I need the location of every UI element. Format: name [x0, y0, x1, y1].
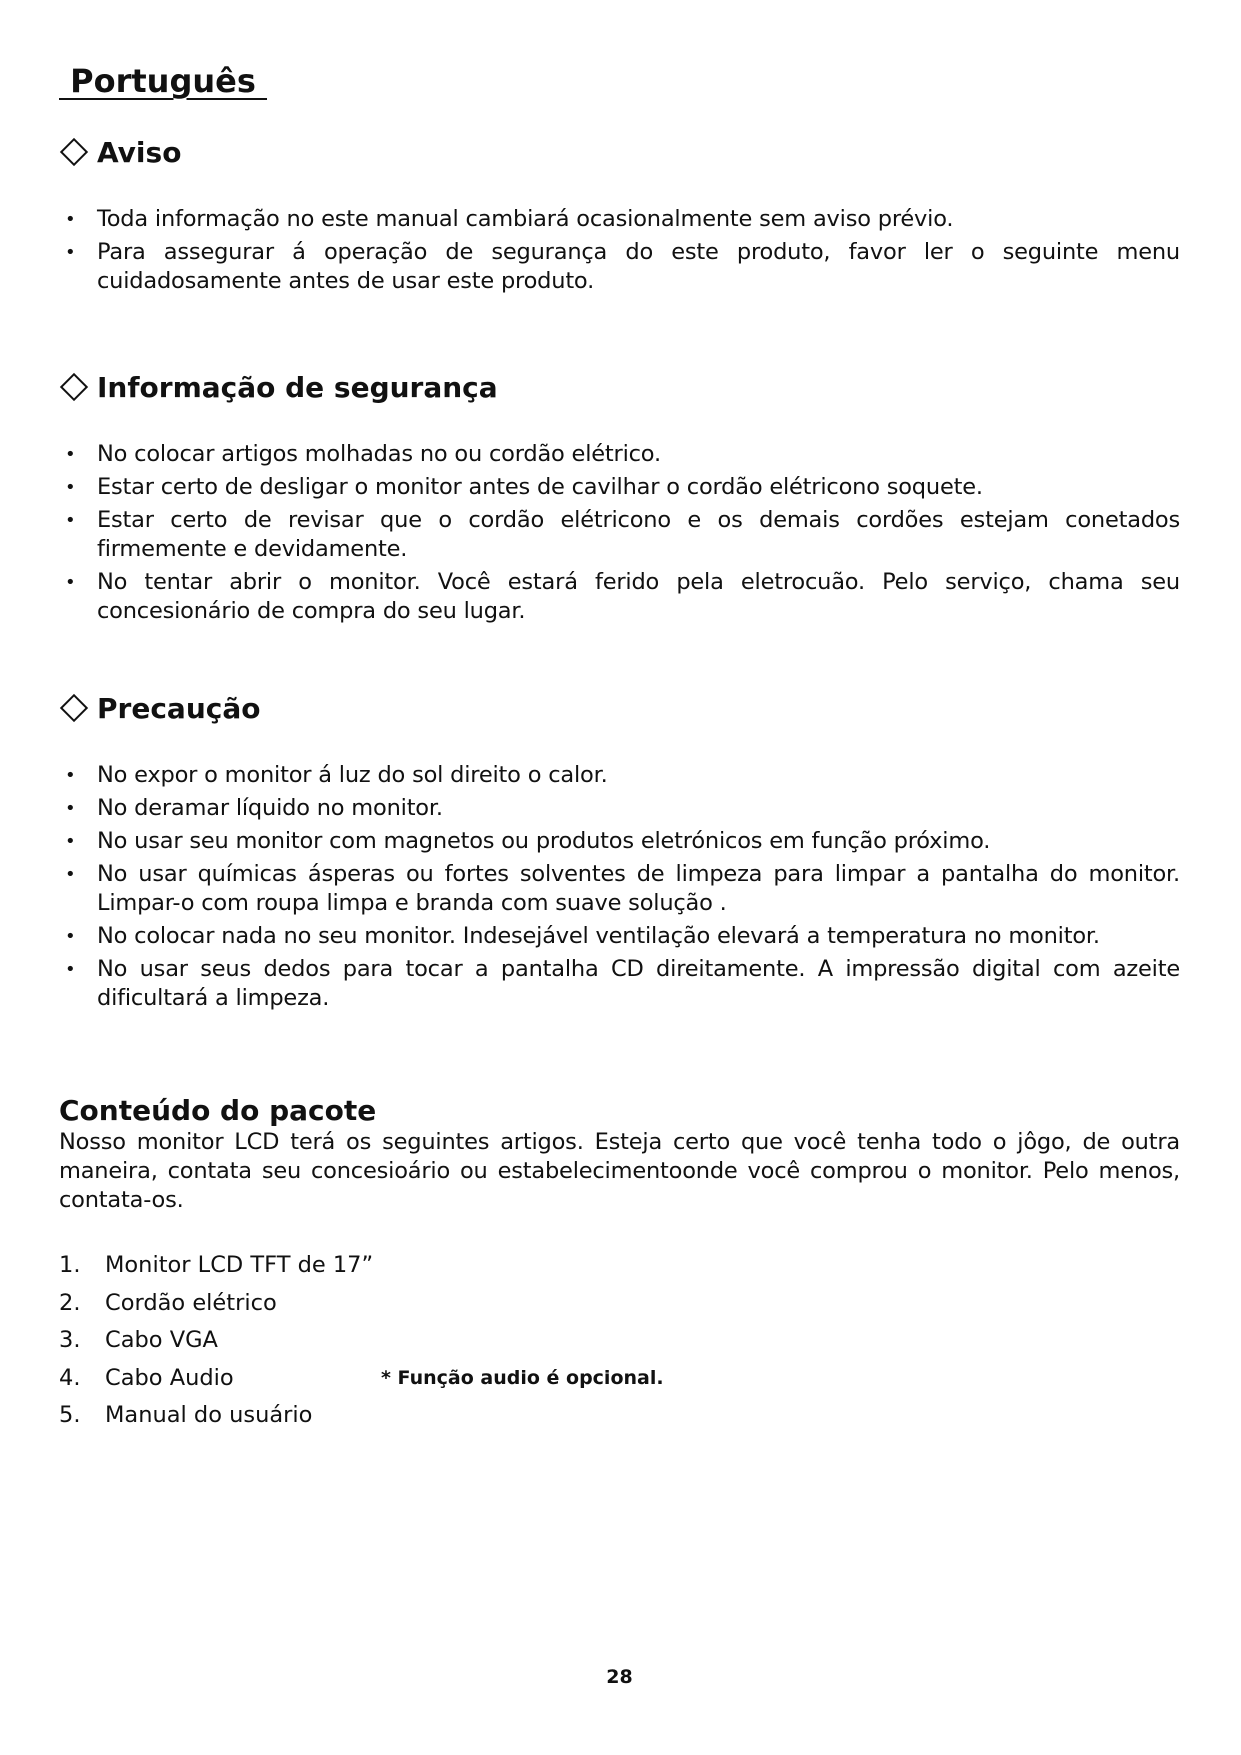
- bullet-icon: •: [65, 444, 76, 465]
- section-heading-text: Precaução: [97, 691, 261, 725]
- list-item-text: No tentar abrir o monitor. Você estará ferido pela eletrocuão. Pelo serviço, chama seu concesionário de compra do seu lugar.: [97, 569, 1180, 624]
- bullet-icon: •: [65, 864, 76, 885]
- section-caution: [59, 688, 1180, 1017]
- list-item-text: Estar certo de desligar o monitor antes de cavilhar o cordão elétricono soquete.: [97, 474, 983, 500]
- list-item-text: No usar seus dedos para tocar a pantalha CD direitamente. A impressão digital com azeite dificultará a limpeza.: [97, 956, 1180, 1011]
- page-title: Português: [59, 62, 268, 100]
- list-item-number: 4.: [59, 1364, 81, 1391]
- list-item: [59, 1397, 1180, 1435]
- bullet-icon: •: [65, 926, 76, 947]
- bullet-icon: •: [65, 798, 76, 819]
- list-item: [59, 860, 1180, 918]
- bullet-icon: •: [65, 209, 76, 230]
- list-item: [59, 794, 1180, 823]
- list-item-text: No deramar líquido no monitor.: [97, 795, 443, 821]
- list-item: [59, 1247, 1180, 1285]
- section-aviso: [59, 132, 1180, 300]
- list-item-text: No colocar nada no seu monitor. Indesejável ventilação elevará a temperatura no monitor.: [97, 923, 1100, 949]
- bullet-icon: •: [65, 831, 76, 852]
- list-item-text: Cabo VGA: [105, 1327, 218, 1353]
- list-item-text: No usar químicas ásperas ou fortes solventes de limpeza para limpar a pantalha do monitor. Limpar-o com roupa limpa e branda com suave solução .: [97, 861, 1180, 916]
- section-package-contents: [59, 1094, 1180, 1435]
- bullet-icon: •: [65, 477, 76, 498]
- diamond-icon: [60, 694, 88, 722]
- list-item: [59, 506, 1180, 564]
- list-item-number: 2.: [59, 1289, 81, 1316]
- list-item-number: 5.: [59, 1402, 81, 1428]
- list-item: [59, 761, 1180, 790]
- diamond-icon: [60, 373, 88, 401]
- diamond-icon: [60, 138, 88, 166]
- bullet-icon: •: [65, 765, 76, 786]
- bullet-icon: •: [65, 959, 76, 980]
- list-item-number: 3.: [59, 1327, 81, 1353]
- list-item: [59, 1285, 1180, 1323]
- audio-optional-note: * Função audio é opcional.: [381, 1366, 664, 1389]
- list-item-text: No expor o monitor á luz do sol direito o calor.: [97, 762, 608, 788]
- list-item: [59, 1322, 1180, 1360]
- bullet-list: [59, 205, 1180, 296]
- package-items-list: [59, 1247, 1180, 1435]
- bullet-list: [59, 761, 1180, 1013]
- bullet-list: [59, 440, 1180, 626]
- list-item: [59, 922, 1180, 951]
- section-safety: [59, 367, 1180, 630]
- package-intro: Nosso monitor LCD terá os seguintes artigos. Esteja certo que você tenha todo o jôgo, de outra maneira, contata seu concesioário ou estabelecimentoonde você comprou o monitor. Pelo menos, contata-os.: [59, 1129, 1180, 1213]
- list-item-text: Estar certo de revisar que o cordão elétricono e os demais cordões estejam conetados firmemente e devidamente.: [97, 507, 1180, 562]
- list-item: [59, 1360, 1180, 1398]
- list-item: [59, 473, 1180, 502]
- bullet-icon: •: [65, 510, 76, 531]
- list-item-text: Cabo Audio: [105, 1364, 234, 1391]
- list-item: [59, 827, 1180, 856]
- list-item: [59, 205, 1180, 234]
- list-item-text: Para assegurar á operação de segurança do este produto, favor ler o seguinte menu cuidadosamente antes de usar este produto.: [97, 239, 1180, 294]
- list-item-text: Monitor LCD TFT de 17”: [105, 1252, 374, 1278]
- manual-page: [59, 0, 1180, 1755]
- list-item: [59, 955, 1180, 1013]
- bullet-icon: •: [65, 242, 76, 263]
- section-heading: [59, 688, 1180, 728]
- list-item-text: No colocar artigos molhadas no ou cordão elétrico.: [97, 441, 661, 467]
- section-heading: [59, 132, 1180, 172]
- section-heading-text: Conteúdo do pacote: [59, 1094, 377, 1127]
- list-item-text: Manual do usuário: [105, 1402, 313, 1428]
- list-item: [59, 440, 1180, 469]
- list-item-text: Toda informação no este manual cambiará ocasionalmente sem aviso prévio.: [97, 206, 954, 232]
- list-item-text: Cordão elétrico: [105, 1289, 277, 1316]
- list-item: [59, 238, 1180, 296]
- section-heading-text: Informação de segurança: [97, 370, 498, 404]
- list-item-text: No usar seu monitor com magnetos ou produtos eletrónicos em função próximo.: [97, 828, 991, 854]
- section-heading-text: Aviso: [97, 135, 182, 169]
- list-item-number: 1.: [59, 1252, 81, 1278]
- list-item: [59, 568, 1180, 626]
- page-number: 28: [606, 1666, 633, 1688]
- section-heading: [59, 367, 1180, 407]
- bullet-icon: •: [65, 572, 76, 593]
